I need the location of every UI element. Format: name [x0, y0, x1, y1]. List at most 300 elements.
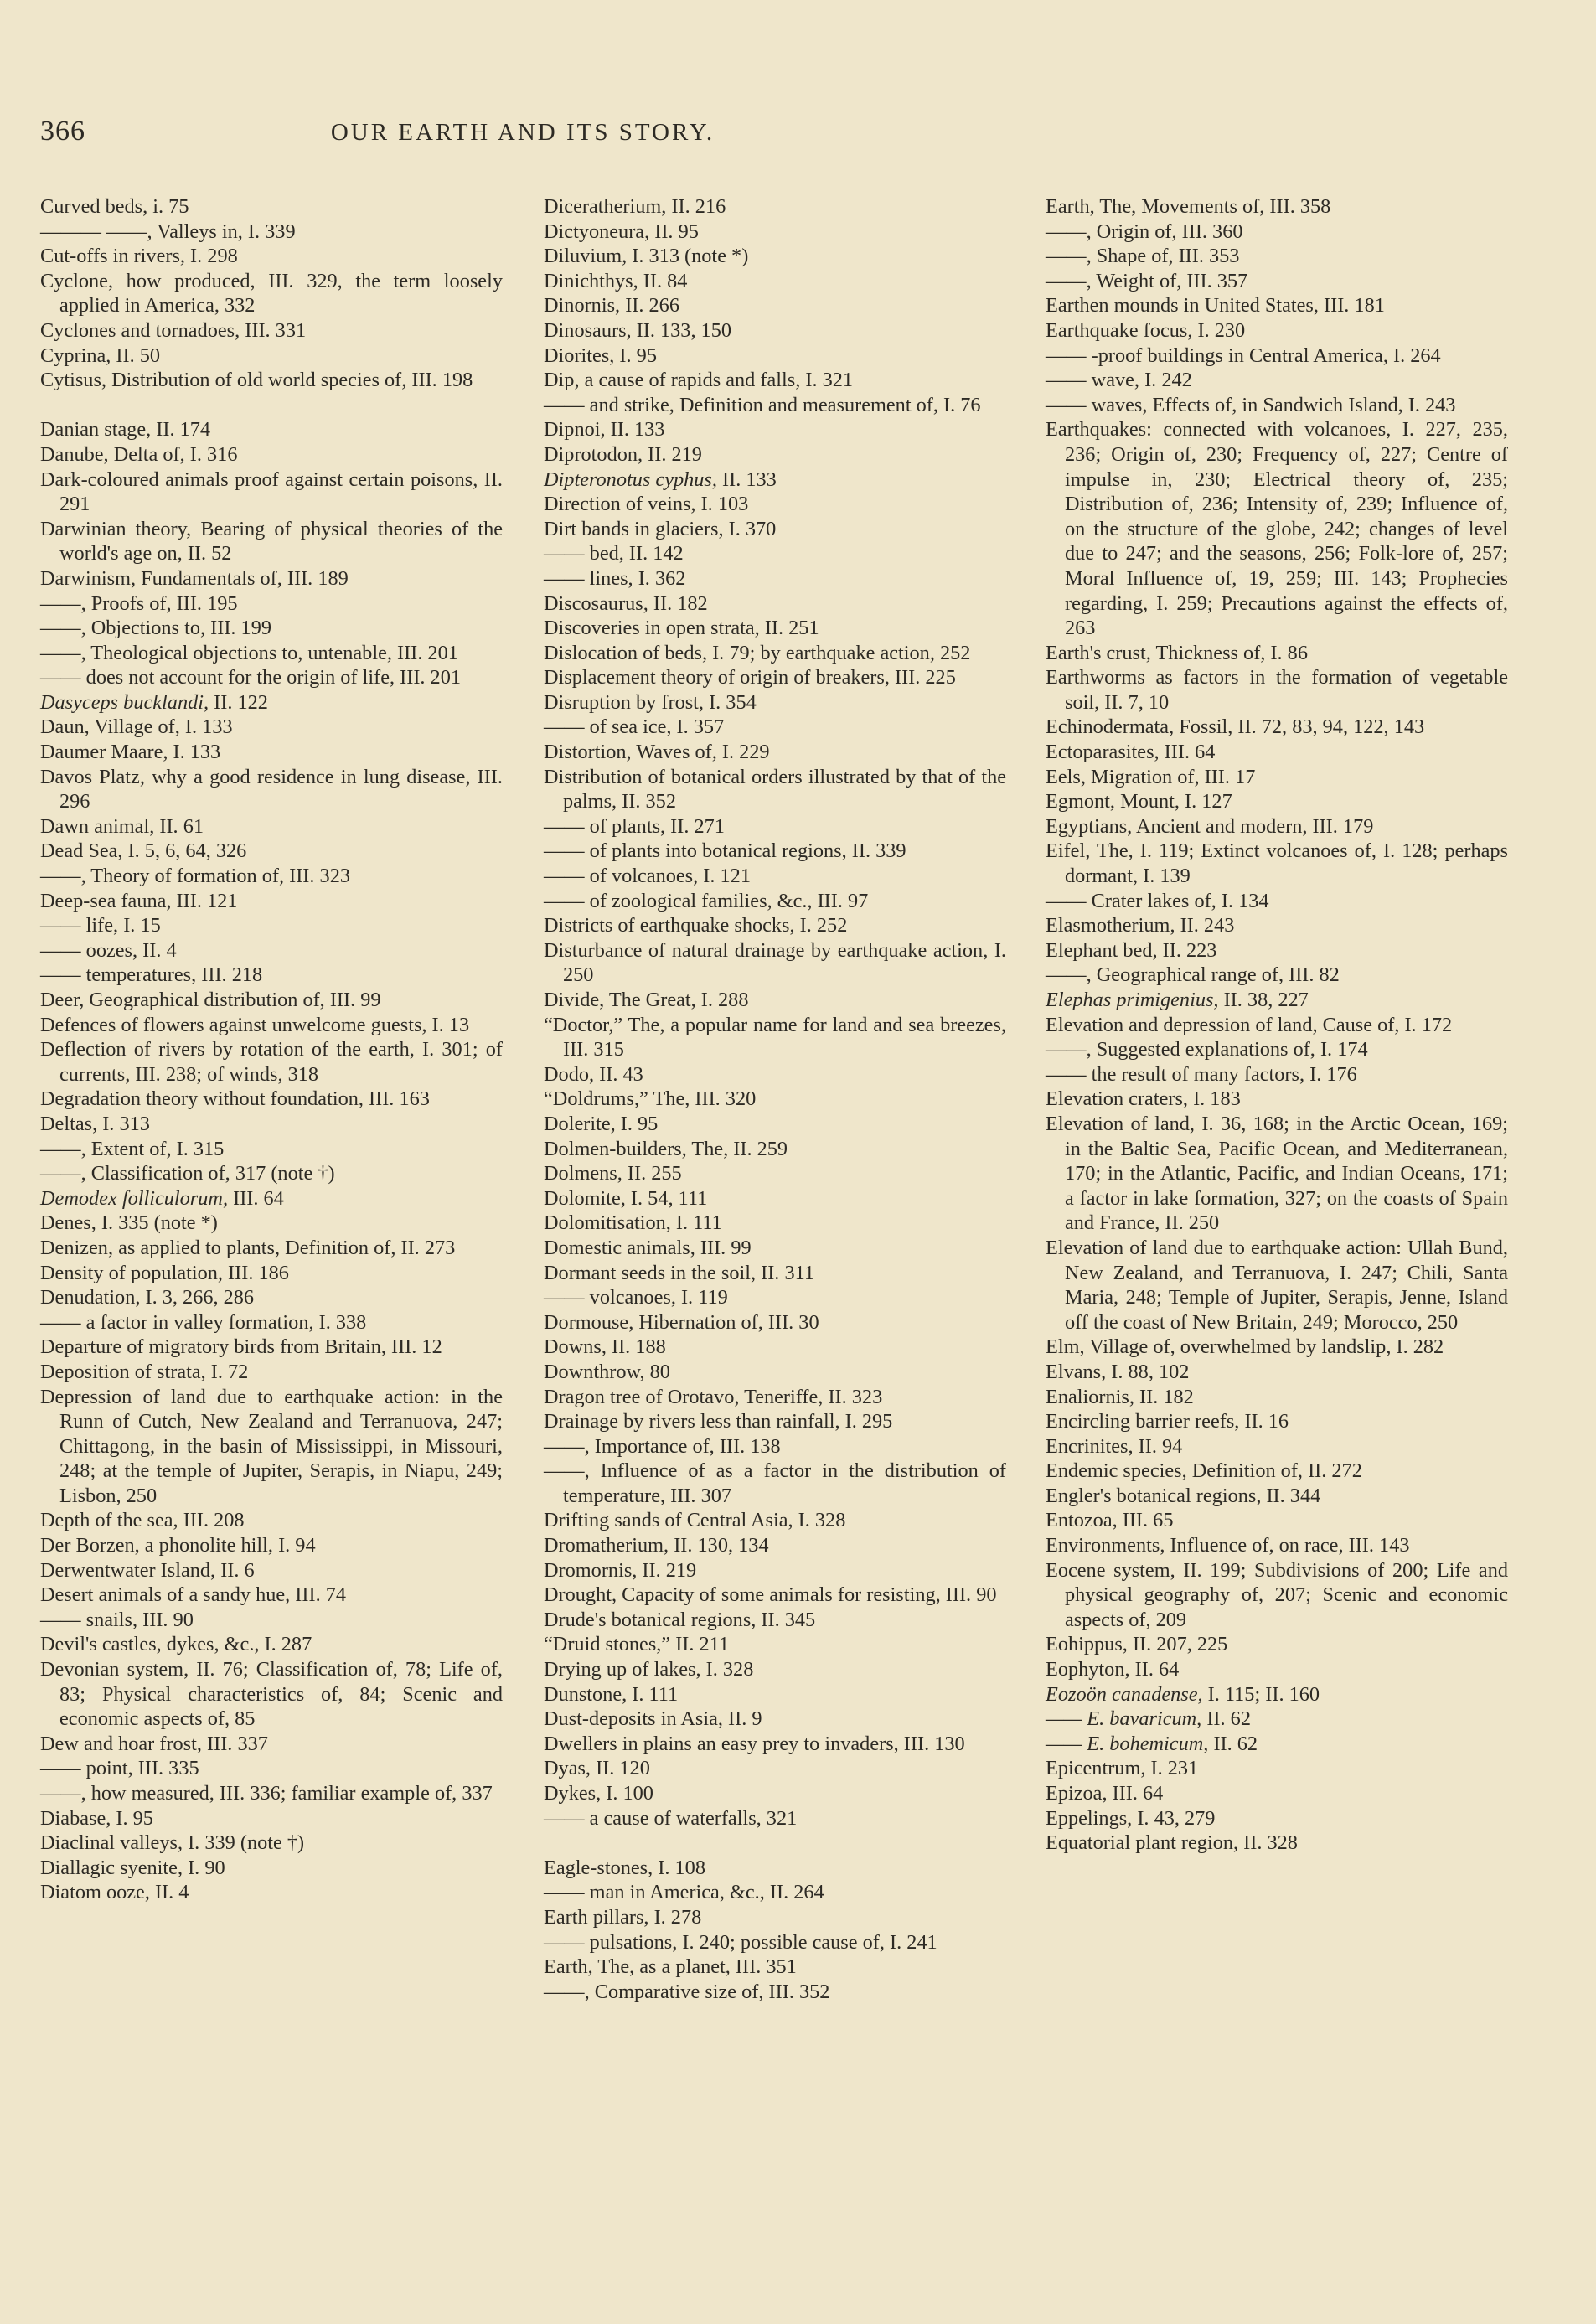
index-entry-text: Dust-deposits in Asia, II. 9: [544, 1707, 762, 1731]
index-entry-text: Dragon tree of Orotavo, Teneriffe, II. 323: [544, 1385, 883, 1408]
index-entry-text: ——— ——, Valleys in, I. 339: [40, 219, 296, 243]
index-entry-text: —— of sea ice, I. 357: [544, 715, 725, 739]
index-entry: [1046, 715, 1508, 740]
index-entry-text: Earth, The, as a planet, III. 351: [544, 1955, 797, 1979]
index-entry: [40, 1013, 503, 1038]
index-entry-text: Diatom ooze, II. 4: [40, 1881, 189, 1904]
index-entry: [1046, 318, 1508, 343]
index-entry: [1046, 1335, 1508, 1360]
index-entry-text: Dwellers in plains an easy prey to invaders, III. 130: [544, 1732, 965, 1755]
index-entry: [544, 1781, 1006, 1806]
index-entry-text: Dislocation of beds, I. 79; by earthquake action, 252: [544, 641, 971, 664]
index-entry: [544, 1211, 1006, 1236]
running-title: OUR EARTH AND ITS STORY.: [330, 119, 715, 146]
index-entry: [544, 1335, 1006, 1360]
index-entry: [544, 1756, 1006, 1781]
index-entry-text: Downs, II. 188: [544, 1335, 666, 1359]
index-entry-text: Danube, Delta of, I. 316: [40, 442, 238, 466]
index-entry: [544, 1409, 1006, 1434]
index-entry: [544, 442, 1006, 467]
index-entry: [40, 1186, 503, 1211]
page-number: 366: [40, 116, 85, 147]
index-entry: [544, 864, 1006, 889]
index-entry-text: Direction of veins, I. 103: [544, 493, 749, 516]
index-entry-text: Danian stage, II. 174: [40, 418, 211, 442]
index-entry: [40, 517, 503, 566]
index-entry: [1046, 1385, 1508, 1410]
index-entry-text: Egmont, Mount, I. 127: [1046, 790, 1232, 813]
index-entry-text: —— Crater lakes of, I. 134: [1046, 889, 1269, 912]
index-entry: [1046, 1657, 1508, 1682]
index-entry: [1046, 839, 1508, 888]
index-entry: [40, 1533, 503, 1558]
index-entry: [544, 1137, 1006, 1162]
index-entry: [1046, 1756, 1508, 1781]
index-entry: [544, 1261, 1006, 1286]
index-entry: [40, 1161, 503, 1186]
index-entry-text: Downthrow, 80: [544, 1360, 670, 1383]
index-entry: [40, 1385, 503, 1509]
index-entry-text: Diluvium, I. 313 (note *): [544, 245, 749, 268]
index-entry-text: Displacement theory of origin of breakers, III. 225: [544, 666, 956, 689]
index-entry-text: III. 64: [233, 1186, 284, 1210]
index-entry: [1046, 1434, 1508, 1459]
index-entry: [40, 616, 503, 641]
index-entry-text: Degradation theory without foundation, III. 163: [40, 1087, 430, 1111]
index-entry-text: ——, Geographical range of, III. 82: [1046, 963, 1340, 987]
index-entry: [40, 1806, 503, 1831]
index-entry-text: Eophyton, II. 64: [1046, 1658, 1180, 1681]
index-entry: [40, 1856, 503, 1881]
index-entry: [544, 467, 1006, 493]
index-entry: [544, 765, 1006, 814]
index-entry-text: Diprotodon, II. 219: [544, 442, 702, 466]
index-entry-text: Diallagic syenite, I. 90: [40, 1856, 225, 1879]
index-entry: [544, 1186, 1006, 1211]
index-entry-text: Diaclinal valleys, I. 339 (note †): [40, 1831, 305, 1855]
index-entry: [544, 566, 1006, 591]
index-entry: [1046, 1459, 1508, 1484]
index-entry-text: Eifel, The, I. 119; Extinct volcanoes of, I. 128; perhaps dormant, I. 139: [1046, 839, 1508, 888]
index-entry-text: —— snails, III. 90: [40, 1608, 194, 1631]
index-entry-text: Enaliornis, II. 182: [1046, 1385, 1194, 1408]
index-entry-text: —— of plants into botanical regions, II. 339: [544, 839, 906, 863]
index-entry: [544, 1310, 1006, 1335]
index-entry: [1046, 1558, 1508, 1633]
index-entry: [1046, 641, 1508, 666]
index-entry: [40, 1112, 503, 1137]
index-entry-text: Drainage by rivers less than rainfall, I. 295: [544, 1410, 893, 1433]
index-entry-text: Devil's castles, dykes, &c., I. 287: [40, 1633, 312, 1656]
index-entry: [1046, 814, 1508, 839]
index-entry-text: —— does not account for the origin of life, III. 201: [40, 666, 462, 689]
index-entry-text: Dew and hoar frost, III. 337: [40, 1732, 268, 1755]
index-entry-text: “Doldrums,” The, III. 320: [544, 1087, 757, 1111]
index-entry: [544, 269, 1006, 294]
index-entry-text: Daumer Maare, I. 133: [40, 741, 221, 764]
index-entry-text: Domestic animals, III. 99: [544, 1236, 752, 1259]
index-entry: [1046, 938, 1508, 963]
index-entry-text: Dyas, II. 120: [544, 1757, 650, 1780]
index-entry-text: Earthen mounds in United States, III. 181: [1046, 294, 1385, 318]
index-entry: [40, 1285, 503, 1310]
index-entry-text: Drying up of lakes, I. 328: [544, 1658, 754, 1681]
index-entry: [1046, 1112, 1508, 1236]
index-entry-italic-term: —— E. bohemicum,: [1046, 1732, 1209, 1755]
index-entry: [1046, 417, 1508, 640]
index-entry: [1046, 244, 1508, 269]
index-column-3: [1046, 194, 1508, 1856]
index-entry-text: Dormouse, Hibernation of, III. 30: [544, 1310, 819, 1334]
index-entry-text: Denes, I. 335 (note *): [40, 1211, 218, 1235]
index-entry: [544, 715, 1006, 740]
index-entry-italic-term: Dipteronotus cyphus,: [544, 467, 717, 491]
index-entry-text: Deposition of strata, I. 72: [40, 1360, 249, 1383]
index-entry-text: Disturbance of natural drainage by earthquake action, I. 250: [544, 938, 1006, 987]
index-entry-text: Desert animals of a sandy hue, III. 74: [40, 1583, 347, 1607]
index-entry: [40, 988, 503, 1013]
index-entry: [40, 1831, 503, 1856]
index-entry: [544, 1856, 1006, 1881]
index-entry-text: Elvans, I. 88, 102: [1046, 1360, 1190, 1383]
index-entry-text: Engler's botanical regions, II. 344: [1046, 1484, 1321, 1507]
index-entry: [40, 1335, 503, 1360]
index-entry: [40, 1756, 503, 1781]
index-entry: [544, 417, 1006, 442]
index-entry: [544, 1508, 1006, 1533]
index-entry-text: Darwinian theory, Bearing of physical theories of the world's age on, II. 52: [40, 517, 503, 566]
index-entry-text: Earth's crust, Thickness of, I. 86: [1046, 641, 1308, 664]
index-entry-text: Diceratherium, II. 216: [544, 195, 726, 218]
index-entry-text: ——, Weight of, III. 357: [1046, 269, 1248, 292]
index-entry-text: Departure of migratory birds from Britain, III. 12: [40, 1335, 442, 1359]
index-entry-text: Elasmotherium, II. 243: [1046, 914, 1235, 937]
index-entry: [544, 194, 1006, 219]
index-entry-text: —— the result of many factors, I. 176: [1046, 1062, 1357, 1086]
index-entry: [1046, 1062, 1508, 1087]
index-entry: [544, 517, 1006, 542]
index-entry-text: Depression of land due to earthquake action: in the Runn of Cutch, New Zealand and Terranuova, 247; Chittagong, in the basin of Mississippi, in Missouri, 248; at the temple of Jupiter, Serapis, in Niapu, 249; Lisbon, 250: [40, 1385, 503, 1507]
index-entry: [40, 1310, 503, 1335]
index-entry: [544, 1632, 1006, 1657]
index-entry: [40, 1583, 503, 1608]
index-entry: [1046, 393, 1508, 418]
index-entry: [544, 839, 1006, 864]
index-entry-text: —— -proof buildings in Central America, I. 264: [1046, 343, 1441, 367]
index-entry-text: Elm, Village of, overwhelmed by landslip, I. 282: [1046, 1335, 1444, 1359]
index-entry-text: Earthworms as factors in the formation of vegetable soil, II. 7, 10: [1046, 666, 1508, 714]
index-entry-text: II. 38, 227: [1223, 989, 1309, 1011]
index-entry: [40, 219, 503, 245]
index-entry: [1046, 1013, 1508, 1038]
index-entry: [40, 1732, 503, 1757]
index-entry-text: Dead Sea, I. 5, 6, 64, 326: [40, 839, 247, 863]
index-entry: [40, 194, 503, 219]
index-entry-text: ——, Classification of, 317 (note †): [40, 1162, 335, 1185]
index-entry-text: Eagle-stones, I. 108: [544, 1856, 705, 1879]
index-entry: [544, 1558, 1006, 1583]
index-entry: [544, 368, 1006, 393]
index-entry: [40, 1657, 503, 1732]
index-entry-text: Denizen, as applied to plants, Definition of, II. 273: [40, 1236, 456, 1259]
index-entry-text: Endemic species, Definition of, II. 272: [1046, 1459, 1362, 1483]
index-entry-text: “Doctor,” The, a popular name for land and sea breezes, III. 315: [544, 1013, 1006, 1061]
index-entry-text: Darwinism, Fundamentals of, III. 189: [40, 566, 349, 590]
index-entry-text: Entozoa, III. 65: [1046, 1509, 1174, 1532]
index-entry: [40, 591, 503, 617]
index-entry-text: ——, Theory of formation of, III. 323: [40, 865, 350, 888]
index-entry: [40, 1236, 503, 1261]
index-column-1: [40, 194, 503, 1905]
index-entry: [40, 715, 503, 740]
index-entry-text: Eocene system, II. 199; Subdivisions of 200; Life and physical geography of, 207; Scenic and economic aspects of, 209: [1046, 1558, 1508, 1631]
index-entry-text: ——, Importance of, III. 138: [544, 1434, 781, 1458]
index-entry-text: II. 62: [1213, 1732, 1258, 1755]
index-entry-text: —— life, I. 15: [40, 914, 161, 937]
index-entry-text: Density of population, III. 186: [40, 1261, 289, 1284]
index-entry: [1046, 1732, 1508, 1757]
index-entry: [1046, 740, 1508, 765]
index-entry: [544, 814, 1006, 839]
index-entry-text: Drought, Capacity of some animals for resisting, III. 90: [544, 1583, 997, 1607]
index-entry: [544, 541, 1006, 566]
index-entry-text: Curved beds, i. 75: [40, 195, 189, 218]
index-entry: [544, 889, 1006, 914]
index-entry-text: Dictyoneura, II. 95: [544, 219, 699, 243]
index-entry: [1046, 343, 1508, 369]
index-entry-text: ——, Proofs of, III. 195: [40, 591, 238, 615]
index-entry-text: Echinodermata, Fossil, II. 72, 83, 94, 122, 143: [1046, 715, 1425, 739]
index-entry-text: —— pulsations, I. 240; possible cause of, I. 241: [544, 1930, 937, 1954]
index-entry-text: ——, Theological objections to, untenable, III. 201: [40, 641, 458, 664]
index-entry: [544, 690, 1006, 715]
index-entry: [544, 1236, 1006, 1261]
index-entry: [544, 1707, 1006, 1732]
index-entry-text: Discosaurus, II. 182: [544, 591, 708, 615]
index-entry: [1046, 1508, 1508, 1533]
index-entry-italic-term: Eozoön canadense,: [1046, 1682, 1203, 1706]
index-entry: [40, 814, 503, 839]
index-entry-text: Eppelings, I. 43, 279: [1046, 1806, 1216, 1830]
index-entry-text: —— volcanoes, I. 119: [544, 1286, 728, 1309]
index-entry: [544, 1385, 1006, 1410]
index-entry: [40, 690, 503, 715]
index-entry-text: Dinosaurs, II. 133, 150: [544, 318, 732, 342]
index-entry-text: ——, Objections to, III. 199: [40, 617, 271, 640]
index-entry-text: Defences of flowers against unwelcome guests, I. 13: [40, 1013, 470, 1036]
index-entry: [544, 244, 1006, 269]
index-entry: [544, 1583, 1006, 1608]
index-entry: [544, 988, 1006, 1013]
index-entry-text: —— of plants, II. 271: [544, 814, 725, 838]
index-entry-text: Eohippus, II. 207, 225: [1046, 1633, 1228, 1656]
index-entry-text: II. 133: [722, 467, 777, 491]
index-entry-italic-term: Demodex folliculorum,: [40, 1186, 229, 1210]
index-entry-text: ——, Origin of, III. 360: [1046, 219, 1243, 243]
index-entry: [1046, 1236, 1508, 1335]
index-entry-text: ——, Shape of, III. 353: [1046, 245, 1240, 268]
index-entry: [40, 913, 503, 938]
index-entry-text: Earthquake focus, I. 230: [1046, 318, 1246, 342]
index-entry: [1046, 1632, 1508, 1657]
index-entry: [1046, 1831, 1508, 1856]
index-entry: [544, 1657, 1006, 1682]
index-entry-text: Eels, Migration of, III. 17: [1046, 765, 1256, 788]
index-entry: [40, 368, 503, 393]
index-entry: [1046, 1707, 1508, 1732]
index-entry: [1046, 1409, 1508, 1434]
index-entry-text: Dormant seeds in the soil, II. 311: [544, 1261, 815, 1284]
index-entry: [1046, 219, 1508, 245]
index-entry-text: Drude's botanical regions, II. 345: [544, 1608, 816, 1631]
index-entry: [544, 1161, 1006, 1186]
index-entry-text: Daun, Village of, I. 133: [40, 715, 233, 739]
index-entry: [40, 269, 503, 318]
index-entry: [544, 1459, 1006, 1508]
index-entry-text: Der Borzen, a phonolite hill, I. 94: [40, 1534, 316, 1557]
index-entry: [544, 665, 1006, 690]
index-entry: [40, 442, 503, 467]
index-entry: [40, 864, 503, 889]
index-entry: [1046, 889, 1508, 914]
index-entry-text: Dolomite, I. 54, 111: [544, 1186, 708, 1210]
index-entry: [1046, 1037, 1508, 1062]
index-entry-text: Dolmens, II. 255: [544, 1162, 682, 1185]
index-entry-text: Diorites, I. 95: [544, 343, 657, 367]
index-entry: [544, 1608, 1006, 1633]
index-entry: [544, 641, 1006, 666]
index-entry-text: Dykes, I. 100: [544, 1782, 653, 1805]
index-entry-text: Elevation and depression of land, Cause of, I. 172: [1046, 1013, 1453, 1036]
index-entry-text: Derwentwater Island, II. 6: [40, 1558, 255, 1582]
index-entry: [40, 641, 503, 666]
index-entry-text: Discoveries in open strata, II. 251: [544, 617, 819, 640]
index-entry: [40, 1608, 503, 1633]
index-entry: [544, 343, 1006, 369]
index-entry-text: —— a factor in valley formation, I. 338: [40, 1310, 367, 1334]
index-entry-text: Dinornis, II. 266: [544, 294, 679, 318]
index-entry-text: Dromornis, II. 219: [544, 1558, 697, 1582]
index-entry-text: ——, Extent of, I. 315: [40, 1137, 225, 1160]
index-entry-text: Dip, a cause of rapids and falls, I. 321: [544, 369, 854, 392]
index-entry: [40, 938, 503, 963]
index-entry: [544, 1905, 1006, 1930]
index-entry-text: —— and strike, Definition and measurement of, I. 76: [544, 393, 981, 416]
index-entry-text: Earth pillars, I. 278: [544, 1905, 702, 1929]
index-entry-text: “Druid stones,” II. 211: [544, 1633, 730, 1656]
index-entry: [40, 244, 503, 269]
index-entry-text: —— wave, I. 242: [1046, 369, 1192, 392]
index-entry-text: Depth of the sea, III. 208: [40, 1509, 245, 1532]
index-entry: [544, 1087, 1006, 1112]
index-entry: [40, 1558, 503, 1583]
index-entry: [1046, 789, 1508, 814]
index-entry: [544, 1013, 1006, 1062]
index-entry-text: Dolmen-builders, The, II. 259: [544, 1137, 788, 1160]
index-entry-text: Epicentrum, I. 231: [1046, 1757, 1199, 1780]
index-entry-text: Dodo, II. 43: [544, 1062, 643, 1086]
index-entry-text: II. 62: [1206, 1707, 1251, 1731]
index-entry: [40, 566, 503, 591]
index-entry-text: Dipnoi, II. 133: [544, 418, 665, 442]
index-entry-text: Deer, Geographical distribution of, III. 99: [40, 989, 381, 1011]
index-entry-italic-term: —— E. bavaricum,: [1046, 1707, 1202, 1731]
index-entry-text: ——, Suggested explanations of, I. 174: [1046, 1038, 1368, 1061]
index-entry: [40, 318, 503, 343]
index-entry-italic-term: Elephas primigenius,: [1046, 989, 1219, 1011]
index-entry-italic-term: Dasyceps bucklandi,: [40, 690, 209, 714]
index-entry-text: Egyptians, Ancient and modern, III. 179: [1046, 814, 1374, 838]
index-entry-text: Distribution of botanical orders illustrated by that of the palms, II. 352: [544, 765, 1006, 813]
index-entry: [544, 1062, 1006, 1087]
index-entry: [40, 1360, 503, 1385]
index-entry: [544, 1980, 1006, 2005]
index-entry-text: —— man in America, &c., II. 264: [544, 1881, 824, 1904]
index-entry: [40, 467, 503, 517]
index-entry: [1046, 1087, 1508, 1112]
index-entry: [1046, 665, 1508, 715]
index-entry-text: Elephant bed, II. 223: [1046, 938, 1217, 962]
index-entry-text: Encrinites, II. 94: [1046, 1434, 1183, 1458]
index-entry-text: ——, how measured, III. 336; familiar example of, 337: [40, 1782, 493, 1805]
index-entry-text: Elevation of land due to earthquake action: Ullah Bund, New Zealand, and Terranuova, I. 247; Chili, Santa Maria, 248; Temple of Jupiter, Serapis, Jenne, Island off the coast of New Britain, 249; Morocco, 250: [1046, 1236, 1508, 1334]
index-entry: [1046, 1781, 1508, 1806]
page-header: [40, 116, 1005, 152]
index-entry: [544, 1732, 1006, 1757]
index-entry: [544, 318, 1006, 343]
index-entry: [40, 839, 503, 864]
index-entry: [1046, 913, 1508, 938]
index-entry: [40, 765, 503, 814]
index-entry-text: Epizoa, III. 64: [1046, 1782, 1164, 1805]
index-entry: [544, 1880, 1006, 1905]
index-entry: [544, 913, 1006, 938]
index-entry: [40, 963, 503, 988]
index-entry: [40, 1880, 503, 1905]
index-entry: [544, 293, 1006, 318]
index-entry: [544, 219, 1006, 245]
index-entry-text: Dunstone, I. 111: [544, 1682, 679, 1706]
index-entry-text: Dolerite, I. 95: [544, 1112, 659, 1135]
index-entry-text: Divide, The Great, I. 288: [544, 989, 749, 1011]
index-entry-text: —— of volcanoes, I. 121: [544, 865, 751, 888]
index-entry: [544, 1955, 1006, 1980]
index-entry-text: Cytisus, Distribution of old world species of, III. 198: [40, 369, 473, 392]
index-entry-text: Dark-coloured animals proof against certain poisons, II. 291: [40, 467, 503, 516]
index-entry: [544, 492, 1006, 517]
index-entry: [40, 1508, 503, 1533]
index-entry: [1046, 293, 1508, 318]
index-entry-text: Cyclones and tornadoes, III. 331: [40, 318, 307, 342]
index-entry-text: Disruption by frost, I. 354: [544, 690, 757, 714]
index-entry-text: Dinichthys, II. 84: [544, 269, 688, 292]
index-entry-text: Deflection of rivers by rotation of the earth, I. 301; of currents, III. 238; of winds, 318: [40, 1038, 503, 1086]
index-entry: [40, 1781, 503, 1806]
index-entry-text: —— lines, I. 362: [544, 566, 686, 590]
index-entry: [1046, 1360, 1508, 1385]
index-entry: [1046, 368, 1508, 393]
index-entry-text: Ectoparasites, III. 64: [1046, 741, 1216, 764]
index-entry-text: —— of zoological families, &c., III. 97: [544, 889, 869, 912]
index-entry-text: Dolomitisation, I. 111: [544, 1211, 722, 1235]
index-entry: [544, 1360, 1006, 1385]
index-entry: [40, 1211, 503, 1236]
index-entry-text: I. 115; II. 160: [1207, 1682, 1320, 1706]
index-entry-text: Deep-sea fauna, III. 121: [40, 889, 238, 912]
index-entry: [40, 1087, 503, 1112]
index-entry: [544, 938, 1006, 988]
index-entry: [40, 1632, 503, 1657]
